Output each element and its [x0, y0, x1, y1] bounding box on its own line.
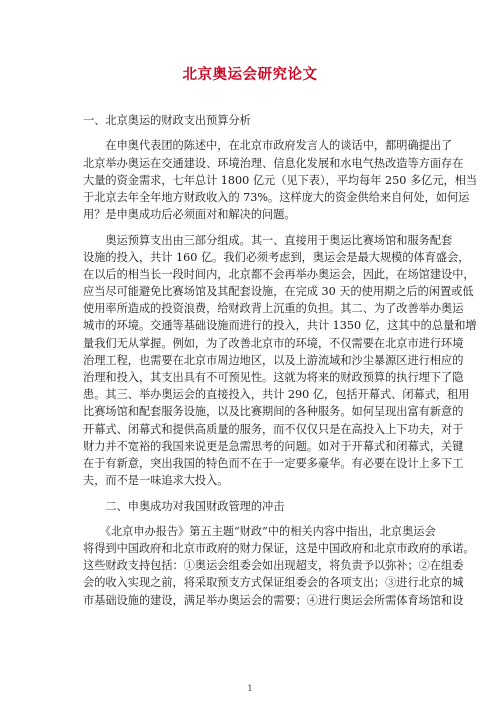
text-line: 应当尽可能避免比赛场馆及其配套设施，在完成 30 天的使用期之后的闲置或低	[83, 285, 474, 299]
text-line: 治理工程，也需要在北京市周边地区，以及上游流域和沙尘暴源区进行相应的	[83, 353, 464, 367]
text-line: 在于有新意，突出我国的特色而不在于一定要多豪华。有必要在设计上多下工	[83, 456, 464, 470]
text-line: 会的收入实现之前，将采取预支方式保证组委会的各项支出；③进行北京的城	[83, 576, 464, 590]
document-title: 北京奥运会研究论文	[182, 66, 318, 83]
text-line: 在申奥代表团的陈述中，在北京市政府发言人的谈话中，都明确提出了	[83, 139, 453, 153]
text-line: 城市的环境。交通等基础设施而进行的投入，共计 1350 亿，这其中的总量和增	[83, 319, 477, 333]
text-line: 这些财政支持包括：①奥运会组委会如出现超支，将负责予以弥补；②在组委	[83, 559, 464, 573]
paragraph-gap	[83, 489, 433, 497]
page-number: 1	[247, 684, 253, 693]
text-line: 比赛场馆和配套服务设施，以及比赛期间的各种服务。如何呈现出富有新意的	[83, 405, 464, 419]
text-line: 于北京去年全年地方财政收入的 73%。这样庞大的资金供给来自何处，如何运	[83, 190, 470, 204]
text-line: 治理和投入，其支出具有不可预见性。这就为将来的财政预算的执行埋下了隐	[83, 371, 464, 384]
text-line: 一、北京奥运的财政支出预算分析	[83, 114, 251, 127]
text-line: 开幕式、闭幕式和提供高质量的服务，而不仅仅只是在高投入上下功夫，对于	[83, 422, 464, 436]
text-line: 设施的投入，共计 160 亿。我们必须考虑到，奥运会是最大规模的体育盛会，	[83, 250, 470, 264]
text-line: 《北京申办报告》第五主题“财政”中的相关内容中指出，北京奥运会	[83, 524, 436, 538]
text-line: 夫，而不是一味追求大投入。	[83, 474, 229, 488]
paragraph-gap	[83, 223, 433, 231]
text-line: 大量的资金需求，七年总计 1800 亿元（见下表），平均每年 250 多亿元，相当	[83, 173, 478, 187]
text-line: 将得到中国政府和北京市政府的财力保证，这是中国政府和北京市政府的承诺。	[83, 542, 475, 556]
text-line: 二、申奥成功对我国财政管理的冲击	[83, 499, 285, 513]
document-body	[83, 112, 478, 609]
text-line: 财力并不宽裕的我国来说更是急需思考的问题。如对于开幕式和闭幕式，关键	[83, 439, 464, 453]
paragraph-gap	[83, 129, 433, 137]
text-line: 患。其三、举办奥运会的直接投入，共计 290 亿，包括开幕式、闭幕式，租用	[83, 388, 470, 402]
text-line: 使用率所造成的投资浪费，给财政背上沉重的负担。其二、为了改善举办奥运	[83, 302, 464, 316]
text-line: 北京举办奥运在交通建设、环境治理、信息化发展和水电气热改造等方面存在	[83, 156, 464, 170]
text-line: 用？是申奥成功后必须面对和解决的问题。	[83, 208, 296, 222]
paragraph-gap	[83, 515, 433, 523]
text-line: 奥运预算支出由三部分组成。其一、直接用于奥运比赛场馆和服务配套	[83, 233, 453, 247]
text-line: 量我们无从掌握。例如，为了改善北京市的环境，不仅需要在北京市进行环境	[83, 336, 464, 350]
text-line: 市基础设施的建设，满足举办奥运会的需要；④进行奥运会所需体育场馆和设	[83, 593, 464, 607]
text-line: 在以后的相当长一段时间内，北京都不会再举办奥运会，因此，在场馆建设中，	[83, 267, 475, 281]
